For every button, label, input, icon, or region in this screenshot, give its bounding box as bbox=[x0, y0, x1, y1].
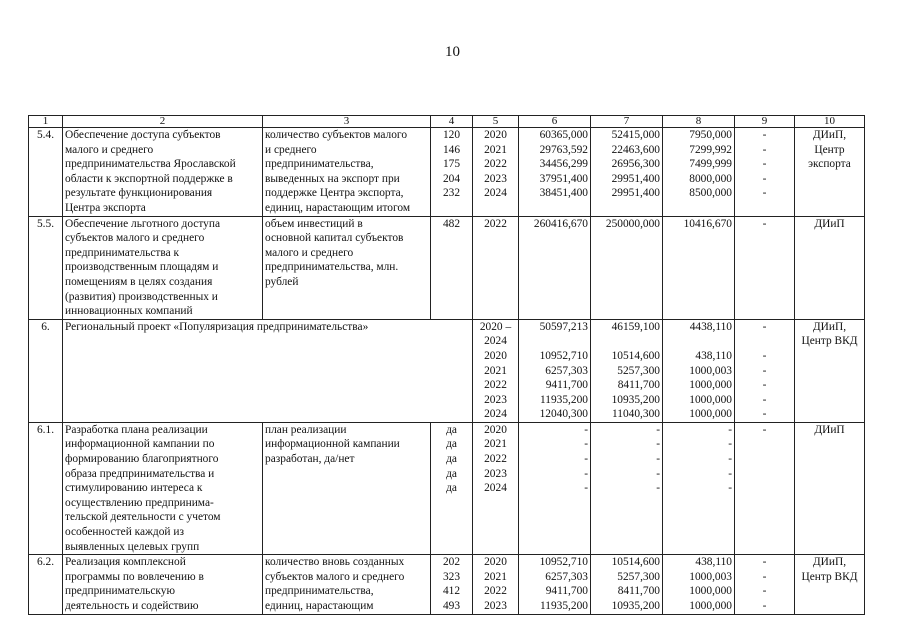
year-cell-line: 2023 bbox=[484, 467, 507, 480]
total-funding-cell bbox=[519, 128, 591, 217]
other-funding-cell-line: - bbox=[762, 349, 767, 362]
other-funding-cell bbox=[735, 319, 795, 422]
indicator-cell-line: малого и среднего bbox=[265, 246, 354, 259]
federal-funding-cell-line: 5257,300 bbox=[617, 364, 660, 377]
table-row bbox=[29, 555, 865, 614]
total-funding-cell-line: 10952,710 bbox=[539, 349, 588, 362]
total-funding-cell-line: - bbox=[584, 423, 588, 436]
federal-funding-cell-line: 11040,300 bbox=[612, 408, 660, 421]
year-cell bbox=[473, 216, 519, 319]
indicator-value-cell-line: да bbox=[446, 438, 457, 451]
total-funding-cell bbox=[519, 216, 591, 319]
year-cell bbox=[473, 319, 519, 422]
other-funding-cell-line: - bbox=[762, 393, 767, 406]
other-funding-cell bbox=[735, 555, 795, 614]
other-funding-cell-line: - bbox=[762, 129, 767, 141]
executor-cell-line: ДИиП, bbox=[812, 320, 847, 333]
total-funding-cell-line: 11935,200 bbox=[540, 600, 588, 612]
year-cell-line: 2021 bbox=[484, 570, 507, 583]
year-cell-line: 2022 bbox=[484, 158, 507, 171]
regional-funding-cell-line: - bbox=[728, 453, 732, 466]
indicator-cell-line: объем инвестиций в bbox=[265, 217, 363, 230]
executor-cell bbox=[795, 555, 865, 614]
regional-funding-cell bbox=[663, 216, 735, 319]
indicator-value-cell-line: 232 bbox=[442, 187, 461, 200]
year-cell-line: 2020 bbox=[484, 349, 507, 362]
total-funding-cell-line: 260416,670 bbox=[533, 217, 588, 230]
table-row bbox=[29, 422, 865, 554]
year-cell-line: 2022 bbox=[484, 217, 507, 230]
activity-cell-line: производственным площадям и bbox=[65, 261, 219, 274]
other-funding-cell-line: - bbox=[762, 187, 767, 200]
indicator-cell bbox=[263, 555, 431, 614]
table-row bbox=[29, 319, 865, 422]
activity-cell bbox=[63, 555, 263, 614]
indicator-cell-line: и среднего bbox=[265, 143, 317, 156]
indicator-value-cell-line: 412 bbox=[442, 585, 461, 598]
regional-funding-cell-line: 4438,110 bbox=[689, 320, 732, 333]
other-funding-cell-line: - bbox=[762, 408, 767, 421]
federal-funding-cell bbox=[591, 422, 663, 554]
indicator-value-cell-line: 204 bbox=[442, 172, 461, 185]
header-cell-8: 8 bbox=[663, 116, 735, 128]
indicator-cell-line: информационной кампании bbox=[265, 438, 400, 451]
other-funding-cell-line: - bbox=[762, 556, 767, 569]
executor-cell-line: ДИиП bbox=[814, 217, 845, 230]
other-funding-cell-line bbox=[737, 467, 792, 482]
project-title: Региональный проект «Популяризация предпринимательства» bbox=[63, 319, 473, 422]
other-funding-cell-line bbox=[737, 437, 792, 452]
federal-funding-cell bbox=[591, 319, 663, 422]
indicator-cell-line: субъектов малого и среднего bbox=[265, 570, 405, 583]
activity-cell-line: результате функционирования bbox=[65, 187, 213, 200]
total-funding-cell-line: 37951,400 bbox=[539, 172, 588, 185]
federal-funding-cell-line: 29951,400 bbox=[611, 172, 660, 185]
year-cell-line: 2020 bbox=[484, 129, 507, 141]
header-cell-5: 5 bbox=[473, 116, 519, 128]
executor-cell-line: ДИиП, bbox=[812, 129, 847, 141]
year-cell-line: 2022 bbox=[484, 585, 507, 598]
header-cell-7: 7 bbox=[591, 116, 663, 128]
regional-funding-cell-line bbox=[665, 334, 732, 349]
other-funding-cell bbox=[735, 422, 795, 554]
year-cell-line: 2022 bbox=[484, 379, 507, 392]
activity-cell bbox=[63, 422, 263, 554]
executor-cell-line: ДИиП bbox=[814, 423, 845, 436]
indicator-cell-line: план реализации bbox=[265, 423, 347, 436]
federal-funding-cell-line: - bbox=[656, 482, 660, 495]
total-funding-cell-line: - bbox=[584, 467, 588, 480]
federal-funding-cell-line: 250000,000 bbox=[605, 217, 660, 230]
total-funding-cell-line: 10952,710 bbox=[539, 556, 588, 569]
federal-funding-cell bbox=[591, 128, 663, 217]
other-funding-cell-line: - bbox=[762, 423, 767, 436]
program-activities-table bbox=[28, 115, 865, 615]
other-funding-cell-line: - bbox=[762, 172, 767, 185]
indicator-cell bbox=[263, 128, 431, 217]
indicator-cell bbox=[263, 216, 431, 319]
executor-cell bbox=[795, 422, 865, 554]
header-cell-1: 1 bbox=[29, 116, 63, 128]
other-funding-cell-line bbox=[737, 481, 792, 496]
indicator-value-cell-line: да bbox=[446, 423, 457, 436]
regional-funding-cell bbox=[663, 319, 735, 422]
year-cell-line: 2024 bbox=[484, 187, 507, 200]
total-funding-cell-line: 50597,213 bbox=[539, 320, 588, 333]
indicator-cell-line: поддержке Центра экспорта, bbox=[265, 187, 404, 200]
federal-funding-cell-line: 46159,100 bbox=[611, 320, 660, 333]
total-funding-cell bbox=[519, 555, 591, 614]
federal-funding-cell-line bbox=[593, 334, 660, 349]
indicator-value-cell-line: 493 bbox=[442, 600, 461, 612]
activity-cell-line: Обеспечение льготного доступа bbox=[65, 217, 221, 230]
row-number: 6. bbox=[29, 319, 63, 422]
activity-cell-line: субъектов малого и среднего bbox=[65, 232, 205, 245]
indicator-cell bbox=[263, 422, 431, 554]
indicator-cell-line: рублей bbox=[265, 275, 299, 288]
indicator-value-cell-line: 175 bbox=[442, 158, 461, 171]
indicator-cell-line: основной капитал субъектов bbox=[265, 232, 404, 245]
other-funding-cell-line: - bbox=[762, 364, 767, 377]
regional-funding-cell-line: - bbox=[728, 482, 732, 495]
regional-funding-cell-line: 1000,000 bbox=[689, 408, 732, 421]
regional-funding-cell-line: - bbox=[728, 423, 732, 436]
total-funding-cell-line: - bbox=[584, 482, 588, 495]
activity-cell-line: выявленных целевых групп bbox=[65, 540, 200, 553]
activity-cell-line: Центра экспорта bbox=[65, 201, 146, 214]
regional-funding-cell-line: 1000,003 bbox=[689, 364, 732, 377]
indicator-value-cell bbox=[431, 555, 473, 614]
activity-cell-line: Обеспечение доступа субъектов bbox=[65, 129, 221, 141]
total-funding-cell-line: 9411,700 bbox=[545, 379, 588, 392]
row-number: 6.2. bbox=[29, 555, 63, 614]
regional-funding-cell-line: 8000,000 bbox=[689, 172, 732, 185]
year-cell-line: 2024 bbox=[484, 482, 507, 495]
regional-funding-cell-line: 7299,992 bbox=[689, 143, 732, 156]
activity-cell-line: формированию благоприятного bbox=[65, 453, 219, 466]
year-cell-line: 2020 bbox=[484, 556, 507, 569]
other-funding-cell-line: - bbox=[762, 158, 767, 171]
activity-cell-line: предпринимательскую bbox=[65, 585, 176, 598]
executor-cell-line: экспорта bbox=[808, 158, 851, 171]
regional-funding-cell-line: 10416,670 bbox=[683, 217, 732, 230]
activity-cell-line: области к экспортной поддержке в bbox=[65, 172, 233, 185]
executor-cell bbox=[795, 319, 865, 422]
regional-funding-cell-line: 7499,999 bbox=[689, 158, 732, 171]
total-funding-cell-line: 29763,592 bbox=[539, 143, 588, 156]
year-cell-line: 2023 bbox=[484, 393, 507, 406]
activity-cell-line: Реализация комплексной bbox=[65, 556, 186, 569]
table-row bbox=[29, 216, 865, 319]
activity-cell-line: (развития) производственных и bbox=[65, 290, 218, 303]
activity-cell-line: Разработка плана реализации bbox=[65, 423, 208, 436]
indicator-value-cell-line: 323 bbox=[442, 570, 461, 583]
other-funding-cell bbox=[735, 128, 795, 217]
indicator-cell-line: предпринимательства, bbox=[265, 585, 374, 598]
other-funding-cell-line: - bbox=[762, 320, 767, 333]
regional-funding-cell-line: 1000,003 bbox=[689, 570, 732, 583]
regional-funding-cell-line: 438,110 bbox=[695, 349, 732, 362]
indicator-value-cell-line: да bbox=[446, 467, 457, 480]
regional-funding-cell-line: - bbox=[728, 438, 732, 451]
executor-cell-line: Центр bbox=[814, 143, 845, 156]
total-funding-cell-line: 11935,200 bbox=[540, 393, 588, 406]
federal-funding-cell-line: 8411,700 bbox=[617, 585, 660, 598]
year-cell bbox=[473, 555, 519, 614]
executor-cell-line: Центр ВКД bbox=[801, 335, 858, 348]
activity-cell-line: тельской деятельности с учетом bbox=[65, 511, 221, 524]
regional-funding-cell bbox=[663, 555, 735, 614]
year-cell-line: 2021 bbox=[484, 364, 507, 377]
federal-funding-cell-line: - bbox=[656, 467, 660, 480]
activity-cell-line: малого и среднего bbox=[65, 143, 154, 156]
total-funding-cell-line: 6257,303 bbox=[545, 364, 588, 377]
activity-cell-line: осуществлению предпринима- bbox=[65, 496, 214, 509]
year-cell-line: 2021 bbox=[484, 143, 507, 156]
total-funding-cell-line: 9411,700 bbox=[545, 585, 588, 598]
table-row bbox=[29, 128, 865, 217]
indicator-value-cell bbox=[431, 422, 473, 554]
federal-funding-cell-line: 26956,300 bbox=[611, 158, 660, 171]
activity-cell-line: деятельность и содействию bbox=[65, 600, 199, 612]
activity-cell-line: предпринимательства Ярославской bbox=[65, 158, 236, 171]
year-cell-line: 2021 bbox=[484, 438, 507, 451]
activity-cell-line: особенностей каждой из bbox=[65, 526, 184, 539]
indicator-value-cell-line: 482 bbox=[442, 217, 461, 230]
total-funding-cell bbox=[519, 422, 591, 554]
activity-cell-line: помещениям в целях создания bbox=[65, 275, 213, 288]
year-cell-line: 2023 bbox=[484, 600, 507, 612]
total-funding-cell-line: 6257,303 bbox=[545, 570, 588, 583]
other-funding-cell-line bbox=[737, 452, 792, 467]
other-funding-cell-line bbox=[737, 334, 792, 349]
federal-funding-cell-line: 5257,300 bbox=[617, 570, 660, 583]
indicator-cell-line: предпринимательства, bbox=[265, 158, 374, 171]
activity-cell-line: инновационных компаний bbox=[65, 305, 193, 318]
header-cell-4: 4 bbox=[431, 116, 473, 128]
other-funding-cell-line: - bbox=[762, 600, 767, 612]
federal-funding-cell-line: 8411,700 bbox=[617, 379, 660, 392]
total-funding-cell-line: - bbox=[584, 453, 588, 466]
regional-funding-cell-line: 438,110 bbox=[695, 556, 732, 569]
row-number: 6.1. bbox=[29, 422, 63, 554]
indicator-cell-line: единиц, нарастающим bbox=[265, 600, 374, 612]
header-row bbox=[29, 116, 865, 128]
indicator-value-cell-line: 120 bbox=[442, 129, 461, 141]
indicator-value-cell-line: да bbox=[446, 453, 457, 466]
regional-funding-cell bbox=[663, 128, 735, 217]
page-number: 10 bbox=[445, 44, 460, 60]
activity-cell bbox=[63, 128, 263, 217]
activity-cell-line: образа предпринимательства и bbox=[65, 467, 215, 480]
header-cell-9: 9 bbox=[735, 116, 795, 128]
total-funding-cell bbox=[519, 319, 591, 422]
year-cell-line: 2024 bbox=[484, 335, 507, 348]
executor-cell-line: ДИиП, bbox=[812, 556, 847, 569]
indicator-cell-line: предпринимательства, млн. bbox=[265, 261, 399, 274]
total-funding-cell-line: 34456,299 bbox=[539, 158, 588, 171]
year-cell bbox=[473, 422, 519, 554]
total-funding-cell-line: - bbox=[584, 438, 588, 451]
activity-cell bbox=[63, 216, 263, 319]
indicator-value-cell bbox=[431, 216, 473, 319]
indicator-value-cell-line: 146 bbox=[442, 143, 461, 156]
indicator-cell-line: единиц, нарастающим итогом bbox=[265, 201, 411, 214]
federal-funding-cell-line: 10935,200 bbox=[611, 393, 660, 406]
activity-cell-line: стимулированию интереса к bbox=[65, 482, 203, 495]
federal-funding-cell-line: 22463,600 bbox=[611, 143, 660, 156]
indicator-value-cell-line: 202 bbox=[442, 556, 461, 569]
other-funding-cell-line: - bbox=[762, 379, 767, 392]
federal-funding-cell bbox=[591, 555, 663, 614]
other-funding-cell-line: - bbox=[762, 143, 767, 156]
federal-funding-cell-line: 10935,200 bbox=[611, 600, 660, 612]
federal-funding-cell-line: 52415,000 bbox=[611, 129, 660, 141]
regional-funding-cell-line: - bbox=[728, 467, 732, 480]
total-funding-cell-line: 38451,400 bbox=[539, 187, 588, 200]
header-cell-6: 6 bbox=[519, 116, 591, 128]
federal-funding-cell-line: 10514,600 bbox=[611, 349, 660, 362]
year-cell-line: 2020 – bbox=[479, 320, 512, 333]
regional-funding-cell-line: 1000,000 bbox=[689, 393, 732, 406]
activity-cell-line: предпринимательства к bbox=[65, 246, 180, 259]
executor-cell bbox=[795, 128, 865, 217]
indicator-value-cell bbox=[431, 128, 473, 217]
federal-funding-cell-line: 29951,400 bbox=[611, 187, 660, 200]
year-cell-line: 2020 bbox=[484, 423, 507, 436]
federal-funding-cell-line: - bbox=[656, 423, 660, 436]
indicator-cell-line: количество вновь созданных bbox=[265, 556, 405, 569]
year-cell-line: 2024 bbox=[484, 408, 507, 421]
regional-funding-cell-line: 8500,000 bbox=[689, 187, 732, 200]
other-funding-cell-line: - bbox=[762, 217, 767, 230]
row-number: 5.4. bbox=[29, 128, 63, 217]
other-funding-cell-line: - bbox=[762, 570, 767, 583]
indicator-value-cell-line: да bbox=[446, 482, 457, 495]
row-number: 5.5. bbox=[29, 216, 63, 319]
other-funding-cell bbox=[735, 216, 795, 319]
regional-funding-cell-line: 7950,000 bbox=[689, 129, 732, 141]
total-funding-cell-line: 60365,000 bbox=[539, 129, 588, 141]
header-cell-3: 3 bbox=[263, 116, 431, 128]
activity-cell-line: информационной кампании по bbox=[65, 438, 215, 451]
indicator-cell-line: выведенных на экспорт при bbox=[265, 172, 400, 185]
federal-funding-cell-line: 10514,600 bbox=[611, 556, 660, 569]
federal-funding-cell-line: - bbox=[656, 453, 660, 466]
year-cell-line: 2022 bbox=[484, 453, 507, 466]
total-funding-cell-line: 12040,300 bbox=[539, 408, 588, 421]
year-cell-line: 2023 bbox=[484, 172, 507, 185]
header-cell-2: 2 bbox=[63, 116, 263, 128]
federal-funding-cell-line: - bbox=[656, 438, 660, 451]
executor-cell-line: Центр ВКД bbox=[801, 570, 858, 583]
header-cell-10: 10 bbox=[795, 116, 865, 128]
indicator-cell-line: разработан, да/нет bbox=[265, 453, 355, 466]
indicator-cell-line: количество субъектов малого bbox=[265, 129, 408, 141]
regional-funding-cell-line: 1000,000 bbox=[689, 600, 732, 612]
federal-funding-cell bbox=[591, 216, 663, 319]
total-funding-cell-line bbox=[521, 334, 588, 349]
activity-cell-line: программы по вовлечению в bbox=[65, 570, 204, 583]
executor-cell bbox=[795, 216, 865, 319]
year-cell bbox=[473, 128, 519, 217]
regional-funding-cell-line: 1000,000 bbox=[689, 379, 732, 392]
regional-funding-cell-line: 1000,000 bbox=[689, 585, 732, 598]
regional-funding-cell bbox=[663, 422, 735, 554]
other-funding-cell-line: - bbox=[762, 585, 767, 598]
